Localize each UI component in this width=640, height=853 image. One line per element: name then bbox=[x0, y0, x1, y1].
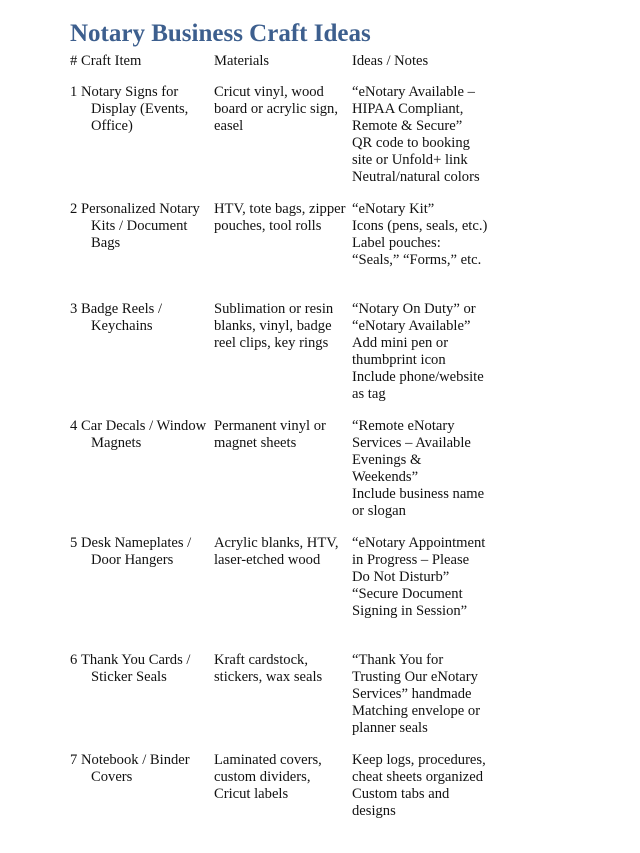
row-number: 2 bbox=[70, 201, 78, 217]
idea-line: “eNotary Kit” bbox=[352, 201, 435, 217]
table-row bbox=[70, 84, 630, 201]
table-row bbox=[70, 752, 630, 820]
row-number: 4 bbox=[70, 418, 78, 434]
table-row bbox=[70, 201, 630, 301]
craft-item: Car Decals / Window Magnets bbox=[81, 418, 207, 451]
idea-line: “eNotary Appointment in Progress – Please Do Not Disturb” bbox=[352, 535, 486, 585]
ideas-notes bbox=[352, 201, 488, 301]
materials: Laminated covers, custom dividers, Cricut labels bbox=[214, 752, 322, 802]
idea-line: Label pouches: “Seals,” “Forms,” etc. bbox=[352, 235, 482, 268]
row-number: 6 bbox=[70, 652, 78, 668]
idea-line: Icons (pens, seals, etc.) bbox=[352, 218, 488, 234]
idea-line: QR code to booking site or Unfold+ link bbox=[352, 135, 470, 168]
row-number: 1 bbox=[70, 84, 78, 100]
idea-line: Add mini pen or thumbprint icon bbox=[352, 335, 449, 368]
row-number: 3 bbox=[70, 301, 78, 317]
idea-line: Keep logs, procedures, cheat sheets organized bbox=[352, 752, 486, 785]
header-number: # bbox=[70, 53, 78, 69]
craft-item: Desk Nameplates / Door Hangers bbox=[81, 535, 192, 568]
idea-line: Custom tabs and designs bbox=[352, 786, 450, 819]
materials: Acrylic blanks, HTV, laser-etched wood bbox=[214, 535, 339, 568]
craft-item: Notary Signs for Display (Events, Office) bbox=[81, 84, 189, 134]
header-craft-item: Craft Item bbox=[81, 53, 142, 69]
header-materials: Materials bbox=[214, 53, 270, 69]
ideas-notes bbox=[352, 418, 488, 535]
table-header bbox=[70, 53, 630, 70]
ideas-notes bbox=[352, 301, 488, 418]
idea-line: “Notary On Duty” or “eNotary Available” bbox=[352, 301, 476, 334]
materials: Permanent vinyl or magnet sheets bbox=[214, 418, 326, 451]
ideas-notes bbox=[352, 535, 488, 652]
idea-line: “eNotary Available – HIPAA Compliant, Remote & Secure” bbox=[352, 84, 475, 134]
row-number: 5 bbox=[70, 535, 78, 551]
craft-table bbox=[70, 53, 630, 820]
page-title: Notary Business Craft Ideas bbox=[70, 20, 371, 47]
materials: Kraft cardstock, stickers, wax seals bbox=[214, 652, 323, 685]
materials: Sublimation or resin blanks, vinyl, badge reel clips, key rings bbox=[214, 301, 334, 351]
table-row bbox=[70, 418, 630, 535]
craft-item: Badge Reels / Keychains bbox=[81, 301, 163, 334]
idea-line: Neutral/natural colors bbox=[352, 169, 480, 185]
idea-line: Include phone/website as tag bbox=[352, 369, 484, 402]
craft-item: Personalized Notary Kits / Document Bags bbox=[81, 201, 200, 251]
ideas-notes bbox=[352, 652, 488, 752]
table-row bbox=[70, 535, 630, 652]
idea-line: “Thank You for Trusting Our eNotary Services” handmade bbox=[352, 652, 478, 702]
ideas-notes bbox=[352, 752, 488, 820]
ideas-notes bbox=[352, 84, 488, 201]
row-number: 7 bbox=[70, 752, 78, 768]
idea-line: Include business name or slogan bbox=[352, 486, 485, 519]
table-row bbox=[70, 652, 630, 752]
craft-item: Notebook / Binder Covers bbox=[81, 752, 190, 785]
idea-line: “Secure Document Signing in Session” bbox=[352, 586, 468, 619]
header-ideas: Ideas / Notes bbox=[352, 53, 429, 69]
table-row bbox=[70, 301, 630, 418]
idea-line: Matching envelope or planner seals bbox=[352, 703, 481, 736]
materials: HTV, tote bags, zipper pouches, tool rolls bbox=[214, 201, 346, 234]
craft-item: Thank You Cards / Sticker Seals bbox=[81, 652, 191, 685]
idea-line: “Remote eNotary Services – Available Evenings & Weekends” bbox=[352, 418, 471, 485]
materials: Cricut vinyl, wood board or acrylic sign, easel bbox=[214, 84, 339, 134]
